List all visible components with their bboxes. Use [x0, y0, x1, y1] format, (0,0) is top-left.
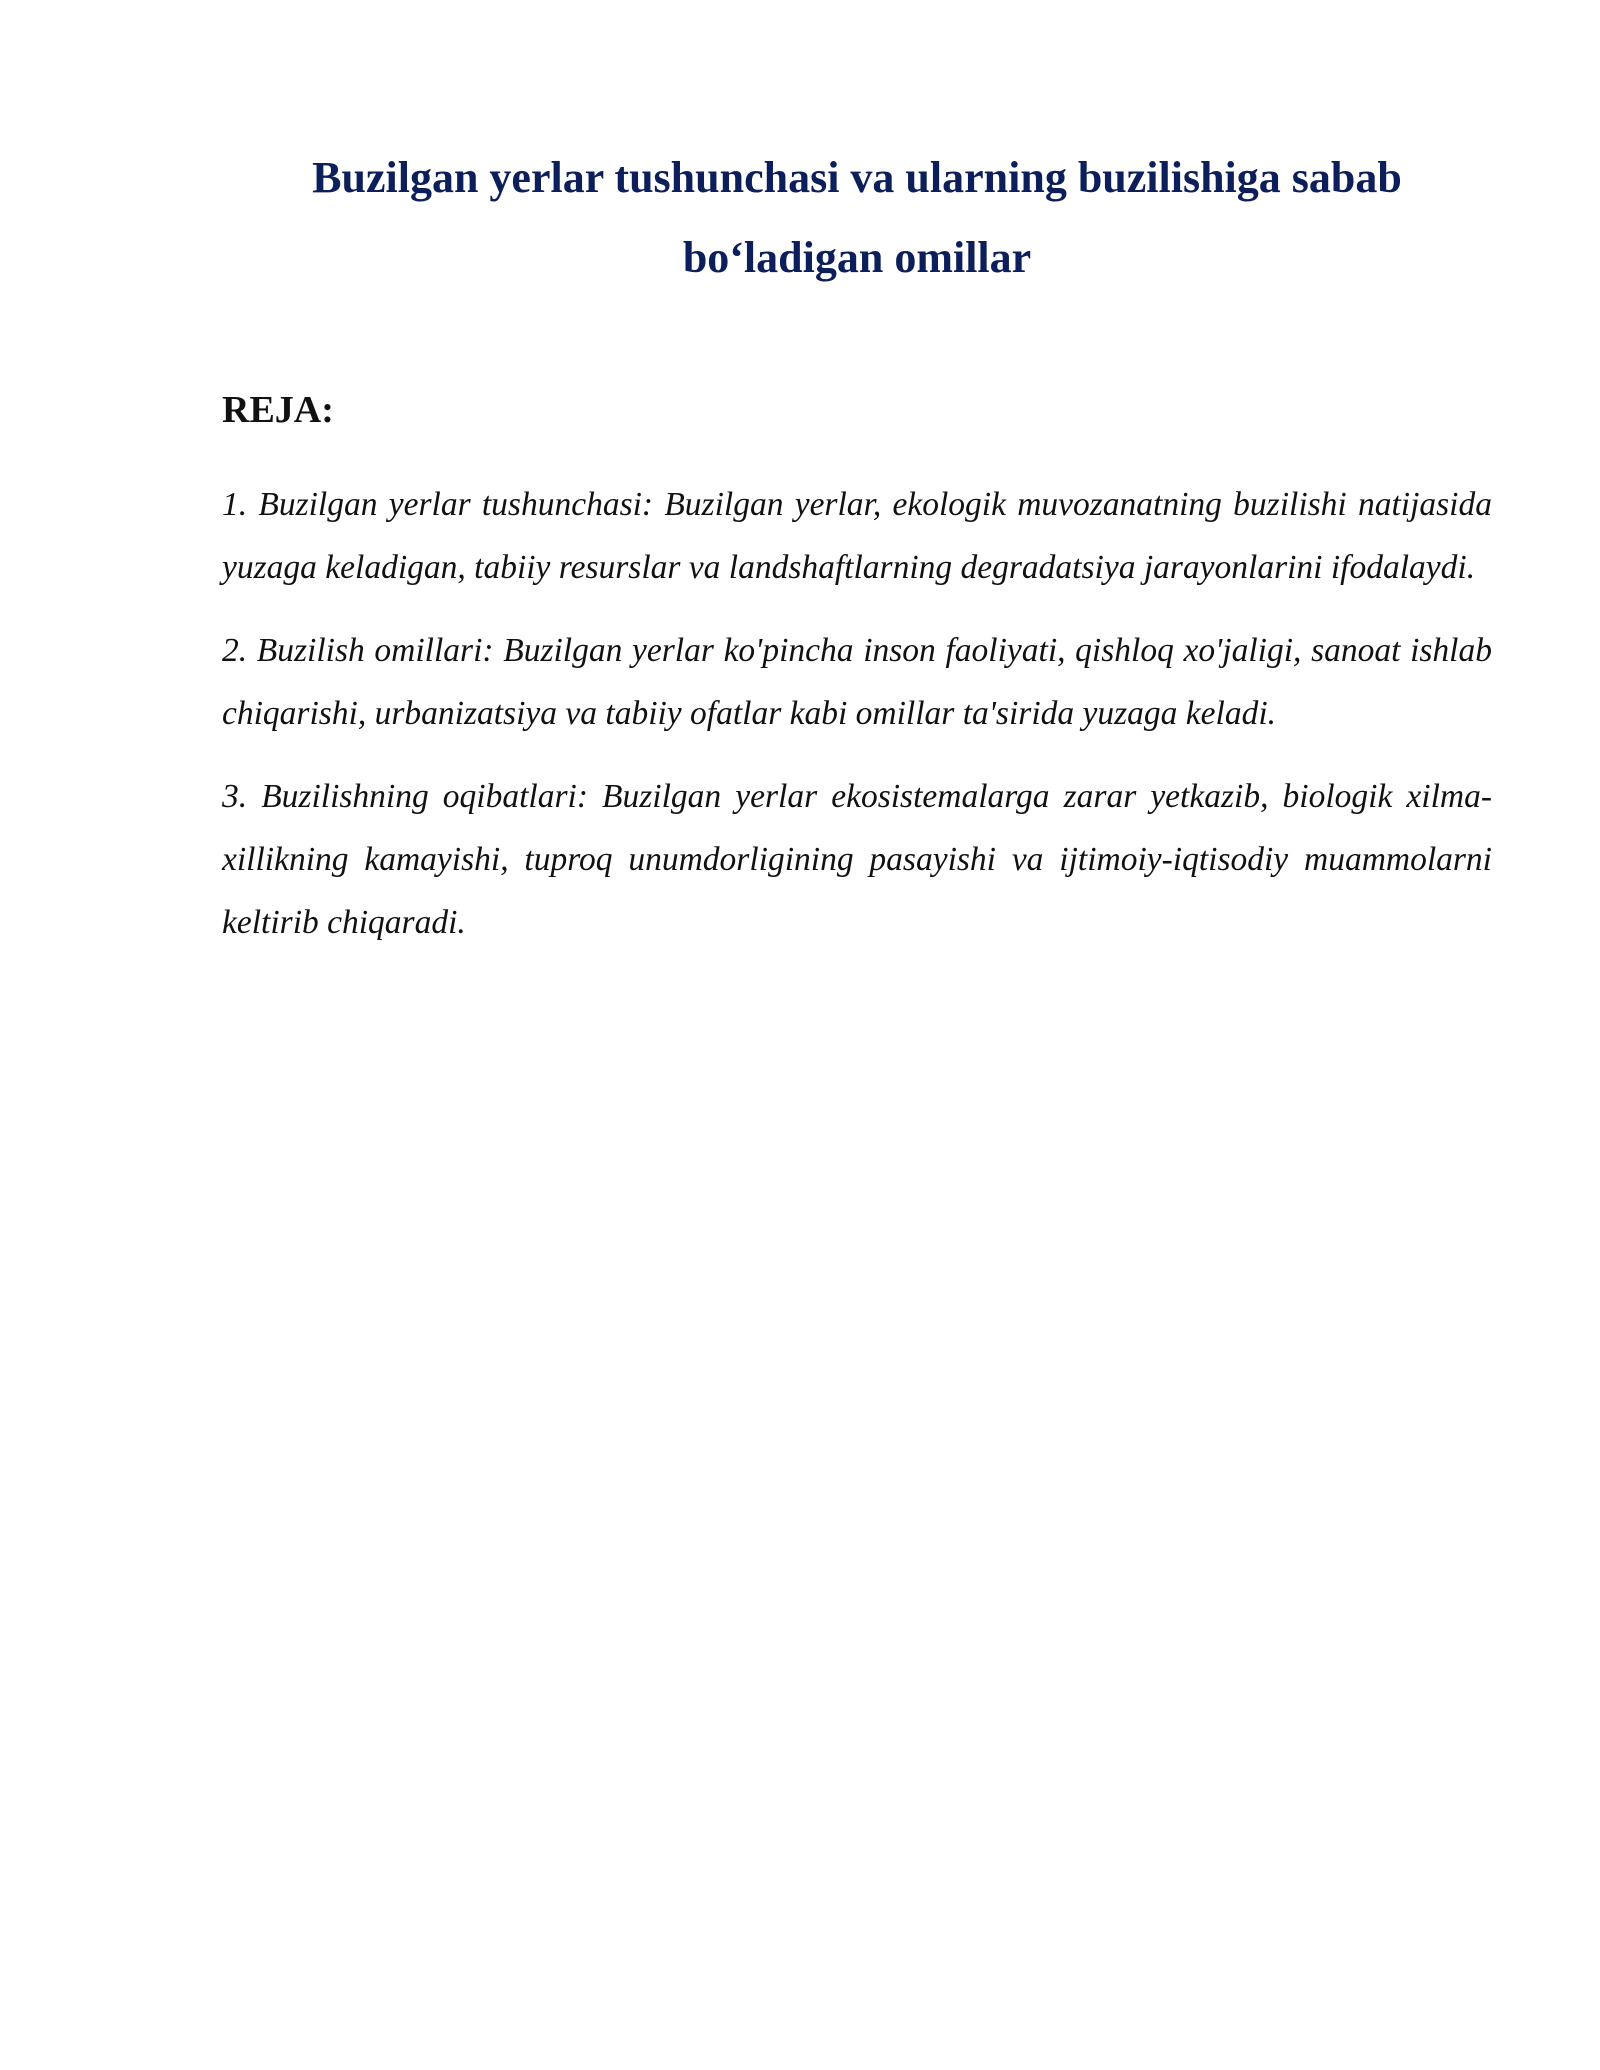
- plan-item-3: 3. Buzilishning oqibatlari: Buzilgan yerlar ekosistemalarga zarar yetkazib, biologik xilma-xillikning kamayishi, tuproq unumdorligining pasayishi va ijtimoiy-iqtisodiy muammolarni keltirib chiqaradi.: [222, 778, 1492, 941]
- document-title: [222, 138, 1492, 298]
- plan-heading: REJA:: [222, 389, 334, 431]
- plan-item-1: 1. Buzilgan yerlar tushunchasi: Buzilgan yerlar, ekologik muvozanatning buzilishi natijasida yuzaga keladigan, tabiiy resurslar va landshaftlarning degradatsiya jarayonlarini ifodalaydi.: [222, 486, 1492, 586]
- plan-list: [222, 473, 1492, 974]
- title-line-1: Buzilgan yerlar tushunchasi va ularning buzilishiga sabab: [312, 153, 1402, 202]
- title-line-2: bo‘ladigan omillar: [682, 233, 1032, 282]
- plan-item-2: 2. Buzilish omillari: Buzilgan yerlar ko'pincha inson faoliyati, qishloq xo'jaligi, sanoat ishlab chiqarishi, urbanizatsiya va tabiiy ofatlar kabi omillar ta'sirida yuzaga keladi.: [222, 632, 1492, 732]
